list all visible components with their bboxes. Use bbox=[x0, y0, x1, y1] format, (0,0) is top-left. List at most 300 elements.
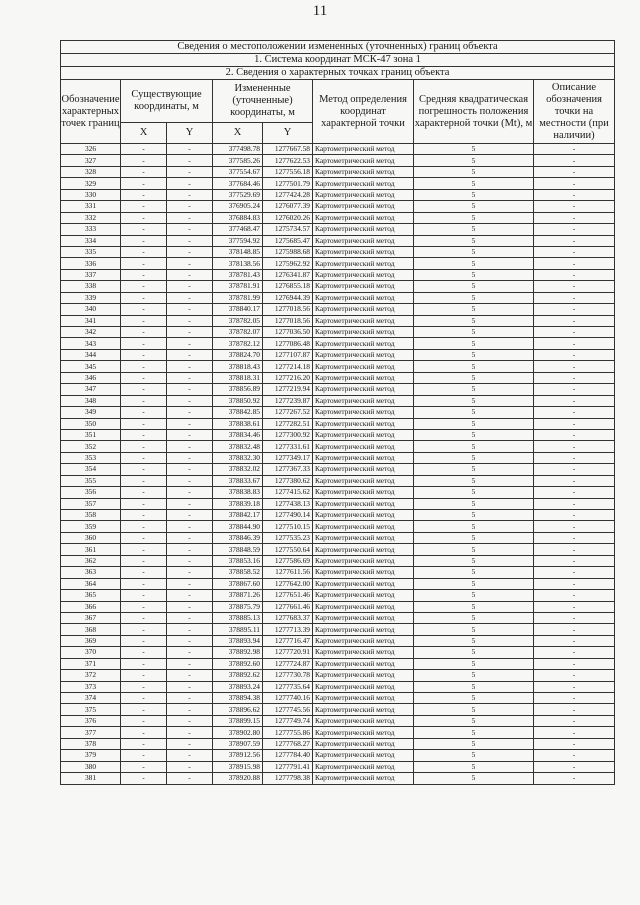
table-row bbox=[61, 315, 615, 326]
existing-y: - bbox=[167, 601, 213, 612]
existing-y: - bbox=[167, 704, 213, 715]
existing-y: - bbox=[167, 750, 213, 761]
description: - bbox=[534, 246, 615, 257]
method: Картометрический метод bbox=[313, 544, 414, 555]
description: - bbox=[534, 681, 615, 692]
table-row bbox=[61, 452, 615, 463]
error-value: 5 bbox=[414, 327, 534, 338]
existing-x: - bbox=[121, 166, 167, 177]
existing-x: - bbox=[121, 395, 167, 406]
method: Картометрический метод bbox=[313, 292, 414, 303]
changed-x: 378912.56 bbox=[213, 750, 263, 761]
error-value: 5 bbox=[414, 292, 534, 303]
existing-y: - bbox=[167, 418, 213, 429]
point-number: 364 bbox=[61, 578, 121, 589]
table-row bbox=[61, 727, 615, 738]
changed-x: 378915.98 bbox=[213, 761, 263, 772]
table-row bbox=[61, 155, 615, 166]
error-value: 5 bbox=[414, 727, 534, 738]
changed-y: 1277683.37 bbox=[263, 612, 313, 623]
changed-x: 378818.43 bbox=[213, 361, 263, 372]
changed-y: 1275962.92 bbox=[263, 258, 313, 269]
table-row bbox=[61, 738, 615, 749]
changed-x: 378840.17 bbox=[213, 304, 263, 315]
changed-x: 378833.67 bbox=[213, 475, 263, 486]
changed-y: 1277755.86 bbox=[263, 727, 313, 738]
changed-x: 378858.52 bbox=[213, 567, 263, 578]
description: - bbox=[534, 773, 615, 784]
changed-x: 378781.43 bbox=[213, 269, 263, 280]
description: - bbox=[534, 555, 615, 566]
method: Картометрический метод bbox=[313, 738, 414, 749]
description: - bbox=[534, 349, 615, 360]
changed-x: 378885.13 bbox=[213, 612, 263, 623]
existing-y: - bbox=[167, 681, 213, 692]
changed-y: 1277735.64 bbox=[263, 681, 313, 692]
existing-y: - bbox=[167, 521, 213, 532]
method: Картометрический метод bbox=[313, 761, 414, 772]
existing-y: - bbox=[167, 224, 213, 235]
description: - bbox=[534, 212, 615, 223]
existing-x: - bbox=[121, 429, 167, 440]
description: - bbox=[534, 750, 615, 761]
changed-y: 1277424.28 bbox=[263, 189, 313, 200]
error-value: 5 bbox=[414, 246, 534, 257]
error-value: 5 bbox=[414, 681, 534, 692]
existing-x: - bbox=[121, 281, 167, 292]
error-value: 5 bbox=[414, 601, 534, 612]
coordinate-system: 1. Система координат МСК-47 зона 1 bbox=[61, 54, 615, 67]
error-value: 5 bbox=[414, 144, 534, 155]
changed-x: 377529.69 bbox=[213, 189, 263, 200]
error-value: 5 bbox=[414, 761, 534, 772]
changed-x: 378895.11 bbox=[213, 624, 263, 635]
existing-y: - bbox=[167, 578, 213, 589]
changed-y: 1277219.94 bbox=[263, 384, 313, 395]
error-value: 5 bbox=[414, 189, 534, 200]
error-value: 5 bbox=[414, 441, 534, 452]
changed-x: 378782.05 bbox=[213, 315, 263, 326]
changed-y: 1277667.58 bbox=[263, 144, 313, 155]
table-row bbox=[61, 681, 615, 692]
existing-y: - bbox=[167, 304, 213, 315]
existing-x: - bbox=[121, 258, 167, 269]
table-row bbox=[61, 258, 615, 269]
existing-x: - bbox=[121, 704, 167, 715]
method: Картометрический метод bbox=[313, 521, 414, 532]
point-number: 346 bbox=[61, 372, 121, 383]
changed-y-header: Y bbox=[263, 123, 313, 144]
point-number: 341 bbox=[61, 315, 121, 326]
error-value: 5 bbox=[414, 670, 534, 681]
error-value: 5 bbox=[414, 349, 534, 360]
description: - bbox=[534, 670, 615, 681]
existing-y: - bbox=[167, 452, 213, 463]
description: - bbox=[534, 521, 615, 532]
col-description-header: Описание обозначения точки на местности (при наличии) bbox=[534, 80, 615, 144]
table-row bbox=[61, 464, 615, 475]
existing-y: - bbox=[167, 269, 213, 280]
error-value: 5 bbox=[414, 224, 534, 235]
method: Картометрический метод bbox=[313, 635, 414, 646]
existing-y: - bbox=[167, 235, 213, 246]
existing-x: - bbox=[121, 693, 167, 704]
existing-x: - bbox=[121, 544, 167, 555]
changed-y: 1277784.40 bbox=[263, 750, 313, 761]
description: - bbox=[534, 624, 615, 635]
method: Картометрический метод bbox=[313, 475, 414, 486]
description: - bbox=[534, 452, 615, 463]
table-row bbox=[61, 612, 615, 623]
error-value: 5 bbox=[414, 773, 534, 784]
existing-y: - bbox=[167, 761, 213, 772]
changed-y: 1277331.61 bbox=[263, 441, 313, 452]
table-title: Сведения о местоположении измененных (уточненных) границ объекта bbox=[61, 41, 615, 54]
existing-y: - bbox=[167, 544, 213, 555]
error-value: 5 bbox=[414, 510, 534, 521]
existing-x: - bbox=[121, 498, 167, 509]
description: - bbox=[534, 738, 615, 749]
point-number: 368 bbox=[61, 624, 121, 635]
changed-x: 378832.02 bbox=[213, 464, 263, 475]
existing-x: - bbox=[121, 372, 167, 383]
point-number: 332 bbox=[61, 212, 121, 223]
description: - bbox=[534, 693, 615, 704]
point-number: 375 bbox=[61, 704, 121, 715]
description: - bbox=[534, 338, 615, 349]
error-value: 5 bbox=[414, 487, 534, 498]
method: Картометрический метод bbox=[313, 773, 414, 784]
method: Картометрический метод bbox=[313, 144, 414, 155]
existing-y: - bbox=[167, 281, 213, 292]
changed-y: 1277267.52 bbox=[263, 407, 313, 418]
existing-y: - bbox=[167, 395, 213, 406]
table-row bbox=[61, 178, 615, 189]
existing-x: - bbox=[121, 155, 167, 166]
error-value: 5 bbox=[414, 155, 534, 166]
existing-x: - bbox=[121, 487, 167, 498]
method: Картометрический метод bbox=[313, 670, 414, 681]
existing-y: - bbox=[167, 510, 213, 521]
error-value: 5 bbox=[414, 567, 534, 578]
table-row bbox=[61, 647, 615, 658]
table-row bbox=[61, 292, 615, 303]
method: Картометрический метод bbox=[313, 704, 414, 715]
error-value: 5 bbox=[414, 693, 534, 704]
description: - bbox=[534, 498, 615, 509]
point-number: 334 bbox=[61, 235, 121, 246]
table-row bbox=[61, 693, 615, 704]
point-number: 344 bbox=[61, 349, 121, 360]
method: Картометрический метод bbox=[313, 201, 414, 212]
changed-x: 378834.46 bbox=[213, 429, 263, 440]
point-number: 329 bbox=[61, 178, 121, 189]
existing-x: - bbox=[121, 304, 167, 315]
changed-y: 1275734.57 bbox=[263, 224, 313, 235]
point-number: 366 bbox=[61, 601, 121, 612]
changed-x: 378892.98 bbox=[213, 647, 263, 658]
table-row bbox=[61, 601, 615, 612]
changed-x: 378838.83 bbox=[213, 487, 263, 498]
existing-y: - bbox=[167, 315, 213, 326]
changed-y: 1277018.56 bbox=[263, 304, 313, 315]
point-number: 357 bbox=[61, 498, 121, 509]
table-row bbox=[61, 338, 615, 349]
table-row bbox=[61, 144, 615, 155]
changed-x: 378902.80 bbox=[213, 727, 263, 738]
method: Картометрический метод bbox=[313, 452, 414, 463]
method: Картометрический метод bbox=[313, 498, 414, 509]
table-row bbox=[61, 532, 615, 543]
changed-y: 1277535.23 bbox=[263, 532, 313, 543]
error-value: 5 bbox=[414, 361, 534, 372]
table-row bbox=[61, 773, 615, 784]
point-number: 340 bbox=[61, 304, 121, 315]
description: - bbox=[534, 155, 615, 166]
table-row bbox=[61, 624, 615, 635]
existing-x: - bbox=[121, 235, 167, 246]
point-number: 342 bbox=[61, 327, 121, 338]
description: - bbox=[534, 704, 615, 715]
method: Картометрический метод bbox=[313, 532, 414, 543]
changed-x: 377554.67 bbox=[213, 166, 263, 177]
error-value: 5 bbox=[414, 201, 534, 212]
page-number: 11 bbox=[312, 3, 328, 19]
existing-y: - bbox=[167, 258, 213, 269]
table-row bbox=[61, 498, 615, 509]
point-number: 343 bbox=[61, 338, 121, 349]
existing-x: - bbox=[121, 201, 167, 212]
method: Картометрический метод bbox=[313, 178, 414, 189]
error-value: 5 bbox=[414, 166, 534, 177]
error-value: 5 bbox=[414, 715, 534, 726]
table-row bbox=[61, 201, 615, 212]
existing-x: - bbox=[121, 464, 167, 475]
table-row bbox=[61, 304, 615, 315]
changed-y: 1277749.74 bbox=[263, 715, 313, 726]
point-number: 328 bbox=[61, 166, 121, 177]
existing-x: - bbox=[121, 189, 167, 200]
method: Картометрический метод bbox=[313, 624, 414, 635]
existing-x: - bbox=[121, 269, 167, 280]
table-row bbox=[61, 235, 615, 246]
point-number: 327 bbox=[61, 155, 121, 166]
description: - bbox=[534, 429, 615, 440]
existing-x: - bbox=[121, 441, 167, 452]
changed-y: 1277720.91 bbox=[263, 647, 313, 658]
col-changed-header: Измененные (уточненные) координаты, м bbox=[213, 80, 313, 123]
error-value: 5 bbox=[414, 624, 534, 635]
existing-x: - bbox=[121, 738, 167, 749]
table-row bbox=[61, 361, 615, 372]
description: - bbox=[534, 578, 615, 589]
section-title: 2. Сведения о характерных точках границ объекта bbox=[61, 67, 615, 80]
method: Картометрический метод bbox=[313, 304, 414, 315]
method: Картометрический метод bbox=[313, 315, 414, 326]
method: Картометрический метод bbox=[313, 224, 414, 235]
changed-x: 378893.94 bbox=[213, 635, 263, 646]
table-row bbox=[61, 578, 615, 589]
changed-x: 378818.31 bbox=[213, 372, 263, 383]
table-row bbox=[61, 246, 615, 257]
point-number: 352 bbox=[61, 441, 121, 452]
method: Картометрический метод bbox=[313, 155, 414, 166]
existing-y: - bbox=[167, 670, 213, 681]
changed-x: 378920.88 bbox=[213, 773, 263, 784]
description: - bbox=[534, 601, 615, 612]
changed-y: 1277661.46 bbox=[263, 601, 313, 612]
point-number: 348 bbox=[61, 395, 121, 406]
existing-x: - bbox=[121, 178, 167, 189]
method: Картометрический метод bbox=[313, 681, 414, 692]
method: Картометрический метод bbox=[313, 327, 414, 338]
existing-x: - bbox=[121, 407, 167, 418]
point-number: 371 bbox=[61, 658, 121, 669]
point-number: 376 bbox=[61, 715, 121, 726]
error-value: 5 bbox=[414, 704, 534, 715]
method: Картометрический метод bbox=[313, 658, 414, 669]
changed-x: 378899.15 bbox=[213, 715, 263, 726]
changed-y: 1275685.47 bbox=[263, 235, 313, 246]
table-row bbox=[61, 521, 615, 532]
error-value: 5 bbox=[414, 532, 534, 543]
method: Картометрический метод bbox=[313, 590, 414, 601]
changed-y: 1276855.18 bbox=[263, 281, 313, 292]
changed-y: 1277586.69 bbox=[263, 555, 313, 566]
error-value: 5 bbox=[414, 658, 534, 669]
existing-y: - bbox=[167, 647, 213, 658]
point-number: 361 bbox=[61, 544, 121, 555]
changed-x: 378781.91 bbox=[213, 281, 263, 292]
existing-x: - bbox=[121, 635, 167, 646]
existing-x: - bbox=[121, 475, 167, 486]
description: - bbox=[534, 464, 615, 475]
point-number: 349 bbox=[61, 407, 121, 418]
existing-y: - bbox=[167, 773, 213, 784]
existing-x: - bbox=[121, 658, 167, 669]
existing-y: - bbox=[167, 349, 213, 360]
existing-x: - bbox=[121, 612, 167, 623]
error-value: 5 bbox=[414, 521, 534, 532]
existing-y: - bbox=[167, 475, 213, 486]
changed-x: 378875.79 bbox=[213, 601, 263, 612]
existing-x: - bbox=[121, 418, 167, 429]
error-value: 5 bbox=[414, 269, 534, 280]
changed-y: 1277550.64 bbox=[263, 544, 313, 555]
changed-y: 1277510.15 bbox=[263, 521, 313, 532]
changed-y: 1277214.18 bbox=[263, 361, 313, 372]
description: - bbox=[534, 327, 615, 338]
description: - bbox=[534, 281, 615, 292]
changed-y: 1277415.62 bbox=[263, 487, 313, 498]
changed-x: 378781.99 bbox=[213, 292, 263, 303]
existing-y: - bbox=[167, 487, 213, 498]
point-number: 362 bbox=[61, 555, 121, 566]
table-row bbox=[61, 224, 615, 235]
error-value: 5 bbox=[414, 590, 534, 601]
description: - bbox=[534, 590, 615, 601]
point-number: 373 bbox=[61, 681, 121, 692]
description: - bbox=[534, 475, 615, 486]
changed-y: 1276077.39 bbox=[263, 201, 313, 212]
changed-x: 378846.39 bbox=[213, 532, 263, 543]
description: - bbox=[534, 269, 615, 280]
point-number: 380 bbox=[61, 761, 121, 772]
changed-x: 378871.26 bbox=[213, 590, 263, 601]
existing-x: - bbox=[121, 327, 167, 338]
changed-y: 1277651.46 bbox=[263, 590, 313, 601]
changed-x: 378848.59 bbox=[213, 544, 263, 555]
table-row bbox=[61, 395, 615, 406]
description: - bbox=[534, 441, 615, 452]
table-row bbox=[61, 544, 615, 555]
method: Картометрический метод bbox=[313, 601, 414, 612]
error-value: 5 bbox=[414, 258, 534, 269]
existing-y: - bbox=[167, 635, 213, 646]
changed-y: 1277642.00 bbox=[263, 578, 313, 589]
existing-y: - bbox=[167, 693, 213, 704]
changed-y: 1277556.18 bbox=[263, 166, 313, 177]
table-row bbox=[61, 418, 615, 429]
existing-x: - bbox=[121, 750, 167, 761]
table-row bbox=[61, 487, 615, 498]
error-value: 5 bbox=[414, 738, 534, 749]
changed-y: 1277300.92 bbox=[263, 429, 313, 440]
error-value: 5 bbox=[414, 750, 534, 761]
method: Картометрический метод bbox=[313, 258, 414, 269]
table-row bbox=[61, 704, 615, 715]
changed-y: 1277239.87 bbox=[263, 395, 313, 406]
method: Картометрический метод bbox=[313, 464, 414, 475]
point-number: 350 bbox=[61, 418, 121, 429]
existing-x: - bbox=[121, 510, 167, 521]
existing-y: - bbox=[167, 246, 213, 257]
table-row bbox=[61, 761, 615, 772]
method: Картометрический метод bbox=[313, 418, 414, 429]
existing-x: - bbox=[121, 555, 167, 566]
existing-y: - bbox=[167, 201, 213, 212]
point-number: 335 bbox=[61, 246, 121, 257]
existing-y: - bbox=[167, 715, 213, 726]
point-number: 358 bbox=[61, 510, 121, 521]
method: Картометрический метод bbox=[313, 693, 414, 704]
changed-x: 377498.78 bbox=[213, 144, 263, 155]
point-number: 326 bbox=[61, 144, 121, 155]
existing-x: - bbox=[121, 601, 167, 612]
method: Картометрический метод bbox=[313, 166, 414, 177]
description: - bbox=[534, 647, 615, 658]
existing-x: - bbox=[121, 452, 167, 463]
changed-y: 1277791.41 bbox=[263, 761, 313, 772]
method: Картометрический метод bbox=[313, 246, 414, 257]
method: Картометрический метод bbox=[313, 372, 414, 383]
method: Картометрический метод bbox=[313, 441, 414, 452]
point-number: 359 bbox=[61, 521, 121, 532]
error-value: 5 bbox=[414, 304, 534, 315]
col-designation-header: Обозначение характерных точек границ bbox=[61, 80, 121, 144]
error-value: 5 bbox=[414, 372, 534, 383]
existing-y: - bbox=[167, 338, 213, 349]
existing-x: - bbox=[121, 761, 167, 772]
changed-x: 378782.07 bbox=[213, 327, 263, 338]
changed-x: 378832.30 bbox=[213, 452, 263, 463]
point-number: 339 bbox=[61, 292, 121, 303]
existing-y: - bbox=[167, 327, 213, 338]
point-number: 347 bbox=[61, 384, 121, 395]
error-value: 5 bbox=[414, 281, 534, 292]
table-row bbox=[61, 429, 615, 440]
description: - bbox=[534, 144, 615, 155]
